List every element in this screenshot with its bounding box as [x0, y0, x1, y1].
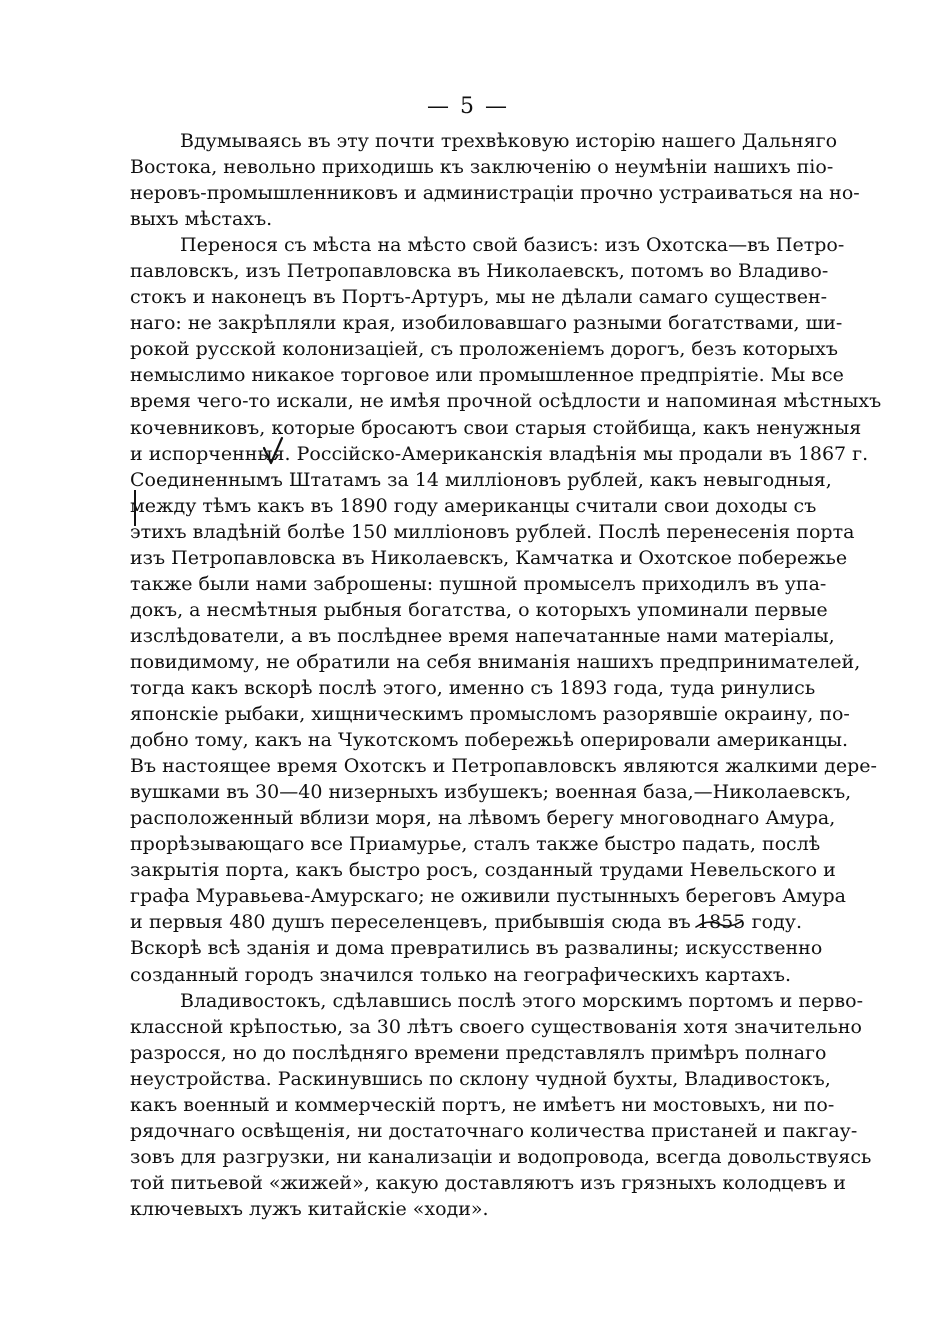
text-line: время чего-то искали, не имѣя прочной осѣдлости и напоминая мѣстныхъ: [130, 390, 882, 413]
text-line: Владивостокъ, сдѣлавшись послѣ этого морскимъ портомъ и перво-: [180, 989, 863, 1012]
text-line: кочевниковъ, которые бросаютъ свои старыя стойбища, какъ ненужныя: [130, 416, 862, 439]
text-line: изъ Петропавловска въ Николаевскъ, Камчатка и Охотское побережье: [130, 546, 848, 569]
text-line: стокъ и наконецъ въ Портъ-Артуръ, мы не дѣлали самаго существен-: [130, 286, 828, 309]
text-line: классной крѣпостью, за 30 лѣтъ своего существованія хотя значительно: [130, 1015, 862, 1038]
text-line: и испорченныя. Россійско-Американскія владѣнія мы продали въ 1867 г.: [130, 442, 869, 465]
text-line: неустройства. Раскинувшись по склону чудной бухты, Владивостокъ,: [130, 1067, 831, 1090]
page-number: — 5 —: [427, 94, 509, 119]
text-line: наго: не закрѣпляли края, изобиловавшаго разными богатствами, ши-: [130, 312, 843, 335]
text-line: закрытія порта, какъ быстро росъ, созданный трудами Невельского и: [130, 859, 836, 882]
text-line: неровъ-промышленниковъ и администраціи прочно устраиваться на но-: [130, 182, 860, 205]
text-line: Перенося съ мѣста на мѣсто свой базисъ: изъ Охотска—въ Петро-: [180, 234, 845, 257]
text-line: немыслимо никакое торговое или промышленное предпріятіе. Мы все: [130, 364, 844, 387]
paragraph: [130, 232, 882, 987]
text-line: прорѣзывающаго все Приамурье, сталъ также быстро падать, послѣ: [130, 833, 821, 856]
text-line: какъ военный и коммерческій портъ, не имѣетъ ни мостовыхъ, ни по-: [130, 1093, 835, 1116]
text-line: выхъ мѣстахъ.: [130, 208, 273, 231]
text-line: зовъ для разгрузки, ни канализаціи и водопровода, всегда довольствуясь: [130, 1145, 872, 1168]
text-line: изслѣдователи, а въ послѣднее время напечатанные нами матеріалы,: [130, 624, 835, 647]
text-line: графа Муравьева-Амурскаго; не оживили пустынныхъ береговъ Амура: [130, 885, 846, 908]
text-line: добно тому, какъ на Чукотскомъ побережьѣ оперировали американцы.: [130, 729, 849, 752]
text-line: той питьевой «жижей», какую доставляютъ изъ грязныхъ колодцевъ и: [130, 1171, 846, 1194]
text-line: Вдумываясь въ эту почти трехвѣковую исторію нашего Дальняго: [180, 130, 838, 152]
text-line: расположенный вблизи моря, на лѣвомъ берегу многоводнаго Амура,: [130, 807, 836, 830]
text-line: Востока, невольно приходишь къ заключенію о неумѣніи нашихъ піо-: [130, 156, 834, 179]
handwritten-tilde-mark: [694, 918, 744, 930]
text-line: этихъ владѣній болѣе 150 милліоновъ рублей. Послѣ перенесенія порта: [130, 520, 855, 543]
text-line: Въ настоящее время Охотскъ и Петропавловскъ являются жалкими дере-: [130, 755, 877, 778]
text-line: также были нами заброшены: пушной промыселъ приходилъ въ упа-: [130, 572, 827, 595]
handwritten-margin-bracket: [134, 490, 140, 526]
text-line: между тѣмъ какъ въ 1890 году американцы считали свои доходы съ: [130, 494, 817, 517]
text-line: Вскорѣ всѣ зданія и дома превратились въ развалины; искусственно: [130, 937, 823, 960]
text-line: и первыя 480 душъ переселенцевъ, прибывшія сюда въ 1855 году.: [130, 911, 802, 934]
text-line: вушками въ 30—40 низерныхъ избушекъ; военная база,—Николаевскъ,: [130, 781, 852, 804]
paragraph: [130, 128, 860, 232]
paragraph: [130, 988, 872, 1222]
text-line: рокой русской колонизаціей, съ проложеніемъ дорогъ, безъ которыхъ: [130, 338, 838, 361]
text-line: разросся, но до послѣдняго времени представлялъ примѣръ полнаго: [130, 1041, 827, 1064]
text-line: ключевыхъ лужъ китайскіе «ходи».: [130, 1197, 489, 1220]
text-line: японскіе рыбаки, хищническимъ промысломъ разорявшіе окраину, по-: [130, 703, 850, 726]
text-line: повидимому, не обратили на себя вниманія нашихъ предпринимателей,: [130, 650, 861, 673]
text-line: докъ, а несмѣтныя рыбныя богатства, о которыхъ упоминали первые: [130, 598, 828, 621]
text-line: созданный городъ значился только на географическихъ картахъ.: [130, 963, 792, 986]
handwritten-check-mark: [262, 436, 284, 466]
text-line: рядочнаго освѣщенія, ни достаточнаго количества пристаней и пакгау-: [130, 1119, 858, 1142]
body-text: [130, 128, 882, 1222]
text-line: тогда какъ вскорѣ послѣ этого, именно съ 1893 года, туда ринулись: [130, 676, 816, 699]
text-line: Соединеннымъ Штатамъ за 14 милліоновъ рублей, какъ невыгодныя,: [130, 468, 832, 491]
text-line: павловскъ, изъ Петропавловска въ Николаевскъ, потомъ во Владиво-: [130, 260, 829, 283]
